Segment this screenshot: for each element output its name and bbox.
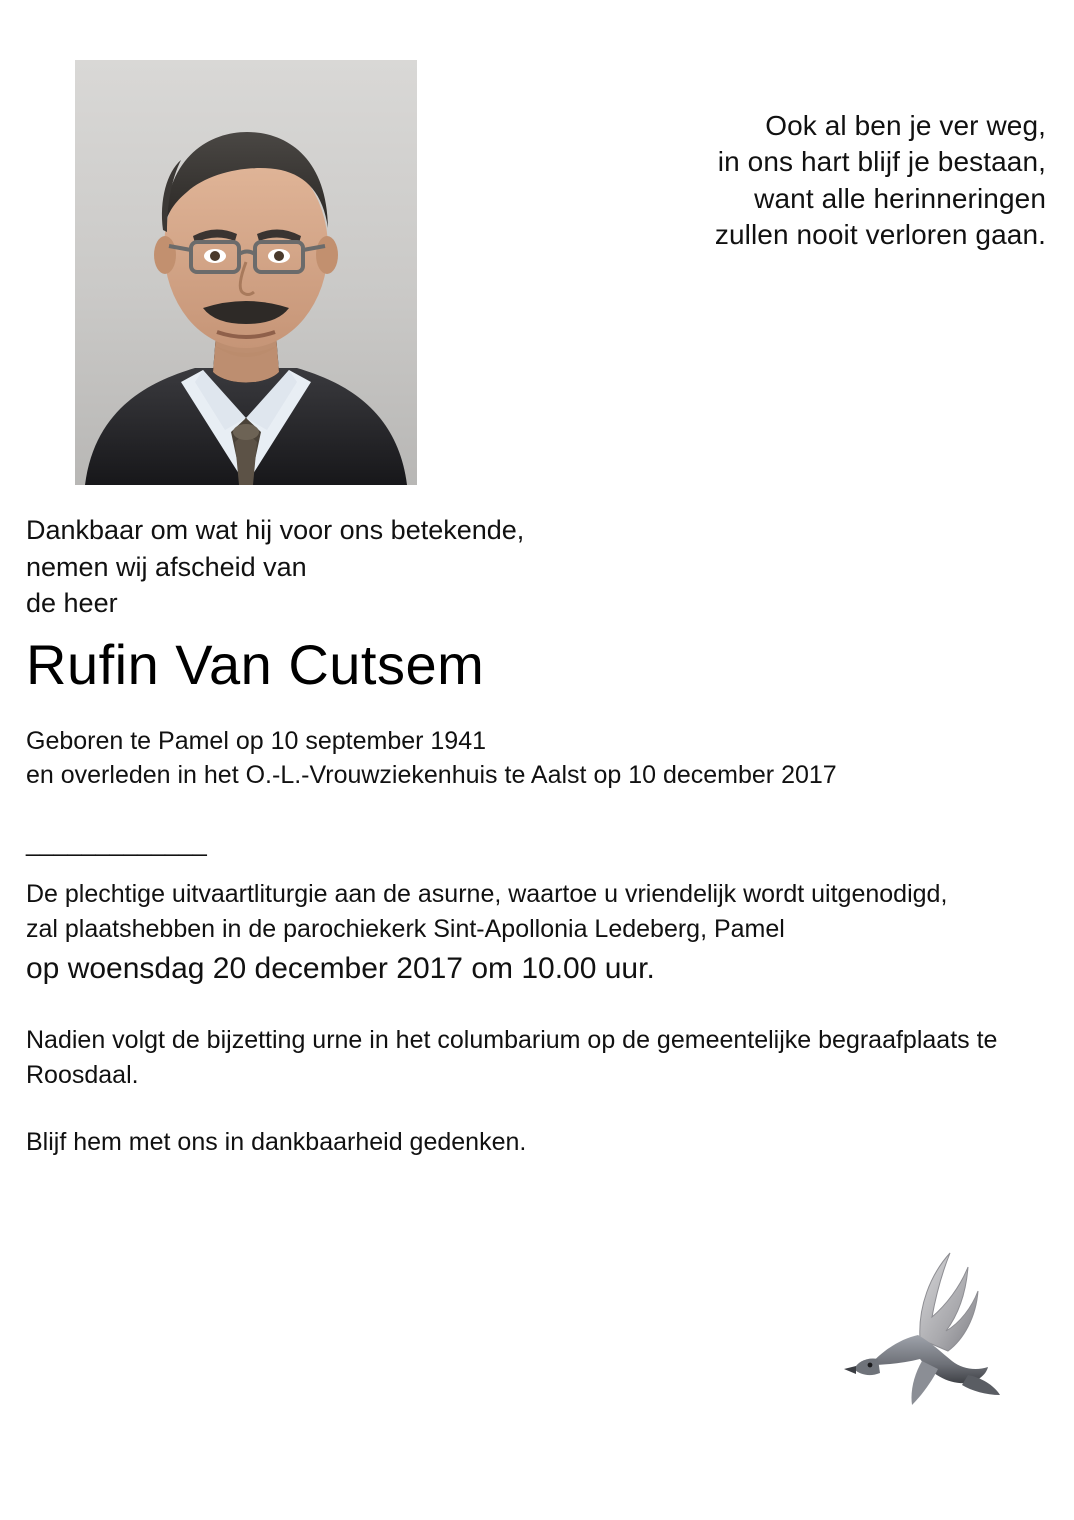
death-line: en overleden in het O.-L.-Vrouwziekenhuis te Aalst op 10 december 2017 (26, 761, 837, 790)
announcement-body (26, 512, 1046, 1160)
closing-line: Blijf hem met ons in dankbaarheid gedenken. (26, 1128, 527, 1157)
intro-block (26, 512, 1046, 622)
dove-icon (800, 1235, 1010, 1425)
service-line-1: De plechtige uitvaartliturgie aan de asurne, waartoe u vriendelijk wordt uitgenodigd, (26, 879, 948, 908)
section-divider: _____________ (26, 828, 207, 857)
service-details (26, 877, 1046, 990)
dove-illustration (800, 1235, 1010, 1425)
service-line-2: zal plaatshebben in de parochiekerk Sint-Apollonia Ledeberg, Pamel (26, 914, 785, 943)
deceased-name: Rufin Van Cutsem (26, 633, 485, 697)
life-dates (26, 724, 1046, 793)
portrait-photo (75, 60, 417, 485)
birth-line: Geboren te Pamel op 10 september 1941 (26, 726, 487, 755)
poem-line-4: zullen nooit verloren gaan. (714, 219, 1046, 251)
poem-line-1: Ook al ben je ver weg, (765, 110, 1046, 141)
service-datetime: op woensdag 20 december 2017 om 10.00 uur. (26, 951, 655, 985)
poem-line-3: want alle herinneringen (754, 182, 1046, 214)
portrait-illustration (75, 60, 417, 485)
intro-line-2: nemen wij afscheid van (26, 551, 307, 582)
poem-line-2: in ons hart blijf je bestaan, (717, 146, 1046, 178)
burial-info: Nadien volgt de bijzetting urne in het columbarium op de gemeentelijke begraafplaats te Roosdaal. (26, 1026, 998, 1090)
intro-line-3: de heer (26, 588, 118, 619)
intro-line-1: Dankbaar om wat hij voor ons betekende, (26, 515, 525, 545)
memorial-poem (526, 108, 1046, 254)
